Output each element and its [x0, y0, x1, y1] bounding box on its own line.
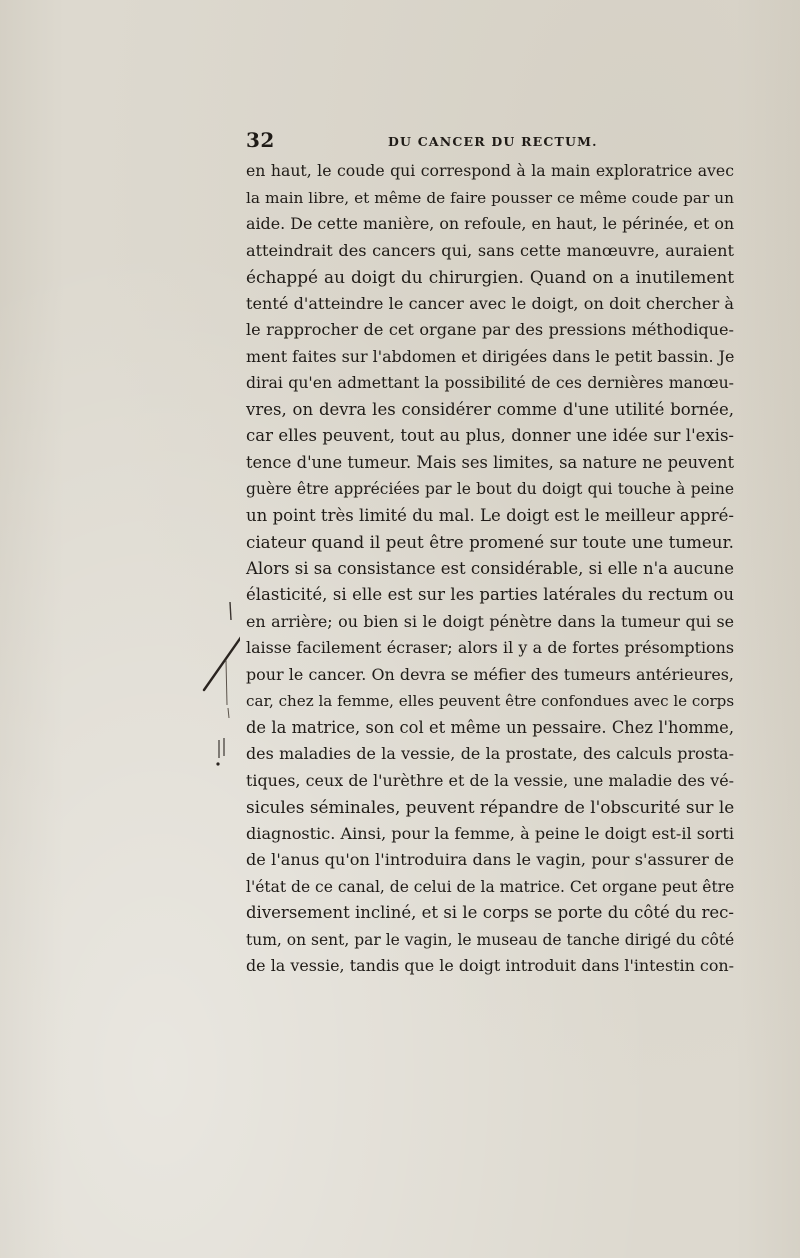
running-head: DU CANCER DU RECTUM.: [388, 134, 598, 149]
text-line: ciateur quand il peut être promené sur toute une tumeur.: [246, 532, 734, 552]
text-line: élasticité, si elle est sur les parties latérales du rectum ou: [246, 585, 734, 604]
text-line: vres, on devra les considérer comme d'une utilité bornée,: [246, 399, 734, 419]
text-line: des maladies de la vessie, de la prostate, des calculs prosta-: [246, 744, 734, 763]
text-line: car, chez la femme, elles peuvent être confondues avec le corps: [246, 692, 735, 710]
text-line: la main libre, et même de faire pousser ce même coude par un: [246, 188, 734, 207]
page-number: 32: [246, 128, 275, 152]
text-line: un point très limité du mal. Le doigt est le meilleur appré-: [246, 505, 734, 525]
text-line: de l'anus qu'on l'introduira dans le vagin, pour s'assurer de: [246, 850, 734, 869]
text-line: diagnostic. Ainsi, pour la femme, à peine le doigt est-il sorti: [246, 823, 734, 843]
text-line: laisse facilement écraser; alors il y a de fortes présomptions: [246, 638, 734, 657]
text-line: tence d'une tumeur. Mais ses limites, sa nature ne peuvent: [246, 452, 734, 472]
text-line: en haut, le coude qui correspond à la main exploratrice avec: [246, 161, 734, 180]
text-line: ment faites sur l'abdomen et dirigées dans le petit bassin. Je: [246, 346, 735, 366]
pencil-margin-marks: [190, 590, 240, 790]
text-line: l'état de ce canal, de celui de la matrice. Cet organe peut être: [246, 877, 735, 896]
text-line: pour le cancer. On devra se méfier des tumeurs antérieures,: [246, 664, 734, 684]
text-line: car elles peuvent, tout au plus, donner une idée sur l'exis-: [246, 426, 734, 445]
text-line: Alors si sa consistance est considérable, si elle n'a aucune: [246, 558, 734, 578]
text-line: aide. De cette manière, on refoule, en haut, le périnée, et on: [246, 214, 735, 233]
body-text: [246, 158, 734, 980]
text-line: de la matrice, son col et même un pessaire. Chez l'homme,: [246, 717, 734, 737]
text-line: sicules séminales, peuvent répandre de l'obscurité sur le: [246, 797, 735, 817]
text-line: en arrière; ou bien si le doigt pénètre dans la tumeur qui se: [246, 611, 734, 631]
text-line: atteindrait des cancers qui, sans cette manœuvre, auraient: [246, 240, 734, 260]
page-header: [246, 128, 734, 156]
text-line: tum, on sent, par le vagin, le museau de tanche dirigé du côté: [246, 930, 735, 949]
text-line: diversement incliné, et si le corps se porte du côté du rec-: [246, 903, 734, 922]
text-line: de la vessie, tandis que le doigt introduit dans l'intestin con-: [246, 956, 734, 975]
text-line: dirai qu'en admettant la possibilité de ces dernières manœu-: [246, 373, 734, 392]
text-line: échappé au doigt du chirurgien. Quand on a inutilement: [246, 267, 734, 287]
text-line: tenté d'atteindre le cancer avec le doigt, on doit chercher à: [246, 293, 734, 313]
text-line: tiques, ceux de l'urèthre et de la vessie, une maladie des vé-: [246, 770, 734, 790]
text-line: guère être appréciées par le bout du doigt qui touche à peine: [246, 480, 734, 498]
text-line: le rapprocher de cet organe par des pressions méthodique-: [246, 320, 734, 339]
